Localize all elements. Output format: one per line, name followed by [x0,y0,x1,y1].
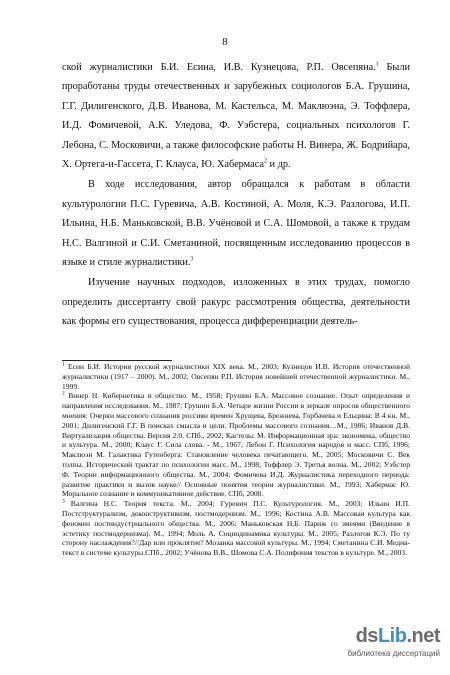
footnote-1 [62,362,410,391]
footnote-2-text: Винер Н. Кибернетика и общество. М., 1958; Грушин Б.А. Массовое сознание. Опыт определения и направления исследования. М., 1987; Грушин Б.А. Четыре жизни России в зеркале опросов общественного мнения: Очерки массового сознания россиян времен Хрущева, Брежнева, Горбачева и Ельцина: В 4 кн. М., 2001; Дилигенский Г.Г. В поисках смысла и цели. Проблемы массового сознания…М., 1986; Иванов Д.В. Виртуализация общества. Версия 2.0. СПб., 2002; Кастельс М. Информационная эра: экономика, общество и культура. М., 2000; Клаус Г. Сила слова. - М., 1967; Лебон Г. Психология народов и масс. СПб, 1996; Маклюэн М. Галактика Гутенберга: Становление человека печатающего. М., 2005; Московичи С. Век толпы. Исторический трактат по психологии масс. М., 1998; Тоффлер Э. Третья волна. М., 2002; Уэбстер Ф. Теории информационного общества. М., 2004; Фомичева И.Д. Журналистика переходного периода: развитие практики и вызов науке// Основные понятия теории журналистики. М., 1993; Хабермас Ю. Моральное сознание и коммуникативное действие. СПб, 2000. [62,391,410,499]
paragraph-2 [62,175,410,272]
paragraph-1 [62,58,410,174]
footnote-ref-2: 2 [263,158,267,165]
paragraph-3 [62,273,410,331]
footnote-mark-3: 3 [62,498,65,505]
page-number: 8 [222,36,228,48]
watermark-logo [322,625,440,648]
footnote-1-text: Есин Б.И. История русской журналистики XIX века. М., 2003; Кузнецов И.В. История отечественной журналистики (1917 – 2000). М., 2002; Овсепян Р.П. История новейшей отечественной журналистики. М., 1999. [62,362,410,391]
paragraph-2-text: В ходе исследования, автор обращался к работам в области культурологии П.С. Гуревича, А.В. Костиной, А. Моля, К.Э. Разлогова, И.П. Ильина, Н.Б. Маньковской, В.В. Учёновой и С.А. Шомовой, а также к трудам Н.С. Валгиной и С.И. Сметаниной, посвященным исследованию процессов в языке и стиле журналистики. [62,179,410,269]
footnote-divider [62,360,172,361]
paragraph-3-text: Изучение научных подходов, изложенных в этих трудах, помогло определить диссертанту свой ракурс рассмотрения общества, деятельности как формы его существования, процесса дифференциации деятель- [62,277,410,328]
watermark-subtitle: библиотека диссертаций [347,649,440,658]
footnote-ref-1: 1 [375,61,379,68]
body-text [62,58,410,332]
footnote-3 [62,499,410,558]
footnote-3-text: Валгина Н.С. Теория текста. М., 2004; Гуревич П.С. Культурология. М., 2003; Ильин И.П. Постструктурализм, деконструктивизм, постмодернизм. М., 1996; Костина А.В. Массовая культура как феномен постиндустриального общества. М., 2006; Маньковская Н.Б. Париж со змеями (Введение в эстетику постмодернизма). М., 1994; Моль А. Социодинамика культуры. М., 2005; Разлогов К.Э. По ту сторону наслаждения?//Дар или проклятие? Мозаика массовой культуры. М., 1994; Сметанина С.И. Медиа-текст в системе культуры.СПб., 2002; Учёнова В.В., Шомова С.А. Полифония текстов в культуре. М., 2003. [62,499,410,558]
footnote-mark-1: 1 [62,361,65,368]
paragraph-1-end: и др. [266,159,291,171]
paragraph-1-rest: Были проработаны труды отечественных и зарубежных социологов Б.А. Грушина, Г.Г. Дилигенского, Д.В. Иванова, М. Кастельса, М. Маклюэна, Э. Тоффлера, И.Д. Фомичевой, А.К. Уледова, Ф. Уэбстера, социальных психологов Г. Лебона, С. Московичи, а также философские работы Н. Винера, Ж. Бодрийара, Х. Ортега-и-Гассета, Г. Клауса, Ю. Хабермаса [62,62,410,171]
footnotes [62,362,410,558]
footnote-mark-2: 2 [62,390,65,397]
watermark-logo-text: dsLib.net [355,625,440,647]
paragraph-1-text: ской журналистики Б.И. Есина, И.В. Кузнецова, Р.П. Овсепяна. [62,62,376,73]
footnote-ref-3: 3 [190,256,194,263]
footnote-2 [62,391,410,499]
dslib-watermark [322,625,440,665]
